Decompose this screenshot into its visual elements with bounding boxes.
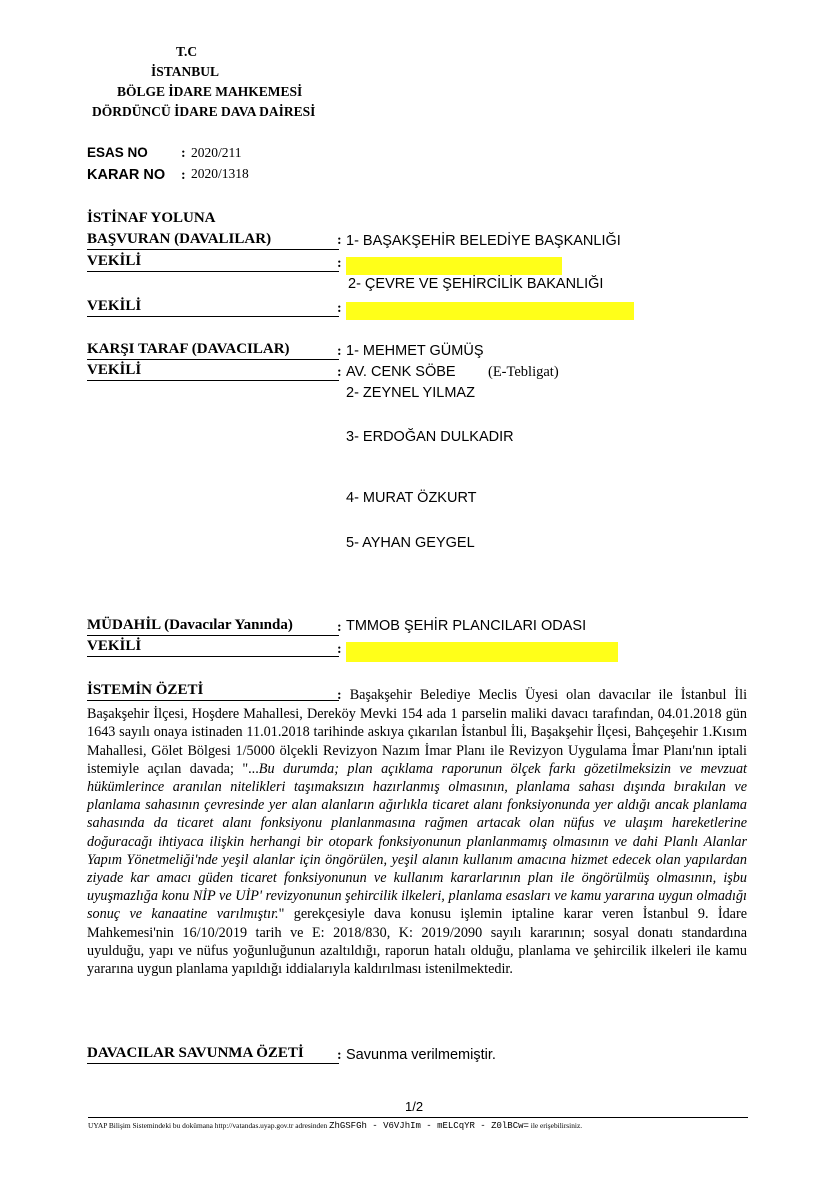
redaction-intervener-vekili [346, 642, 618, 662]
summary-text-conclusion: " gerekçesiyle dava konusu işlemin iptaline karar veren İstanbul 9. İdare Mahkemesi'nin 16/10/2019 tarih ve E: 2018/830, K: 2019/2090 sayılı kararının; sosyal donatı standardına uyulduğu, yapı ve nüfus yoğunluğunun azaltıldığı, raporun hatalı olduğu, planlama ve şehircilik ilkeleri ile kamu yararına uygun planlama yapıldığı iddialarıyla kaldırılması istenilmektedir. [87, 906, 747, 978]
esas-no-label: ESAS NO [87, 145, 148, 160]
respondent-party-5: 5- AYHAN GEYGEL [346, 535, 475, 551]
summary-text-intro: Başakşehir Belediye Meclis Üyesi olan davacılar ile İstanbul İli Başakşehir İlçesi, Hoşdere Mahallesi, Dereköy Mevki 154 ada 1 parselin maliki davacı tarafından, 04.01.2018 gün 1643 sayılı onaya istinaden 11.01.2018 tarihinde askıya çıkarılan İstanbul İli, Başakşehir İlçesi, Bahçeşehir 1.Kısım Mahallesi, Gölet Bölgesi 1/5000 ölçekli Revizyon Nazım İmar Planı ile Revizyon Uygulama İmar Planı'nın iptali istemiyle açılan davada; "... [87, 687, 748, 777]
respondent-vekil: AV. CENK SÖBE [346, 364, 456, 380]
redaction-appellant-vekili-1 [346, 257, 562, 275]
appellant-title: İSTİNAF YOLUNA [87, 210, 216, 226]
appellant-colon: : [337, 233, 342, 248]
appellant-vekili-1-colon: : [337, 256, 342, 271]
appellant-vekili-2-label: VEKİLİ [87, 298, 339, 317]
footer-divider [88, 1117, 748, 1118]
esas-no-value: 2020/211 [191, 145, 242, 160]
defense-colon: : [337, 1048, 342, 1063]
respondent-vekil-note: (E-Tebligat) [488, 364, 559, 380]
footer-verification-code: ZhGSFGh - V6VJhIm - mELCqYR - Z0lBCw= [329, 1121, 529, 1131]
respondent-party-4: 4- MURAT ÖZKURT [346, 490, 477, 506]
defense-label: DAVACILAR SAVUNMA ÖZETİ [87, 1045, 339, 1064]
respondent-vekili-colon: : [337, 365, 342, 380]
header-line-chamber: DÖRDÜNCÜ İDARE DAVA DAİRESİ [92, 104, 316, 119]
esas-no-colon: : [181, 146, 186, 161]
redaction-appellant-vekili-2 [346, 302, 634, 320]
respondent-party-2: 2- ZEYNEL YILMAZ [346, 385, 475, 401]
intervener-vekili-colon: : [337, 642, 342, 657]
karar-no-value: 2020/1318 [191, 166, 249, 181]
respondent-party-1: 1- MEHMET GÜMÜŞ [346, 343, 484, 359]
appellant-party-2: 2- ÇEVRE VE ŞEHİRCİLİK BAKANLIĞI [348, 276, 604, 292]
karar-no-label: KARAR NO [87, 167, 166, 183]
summary-paragraph [87, 686, 747, 978]
respondent-vekili-label: VEKİLİ [87, 362, 339, 381]
summary-label: İSTEMİN ÖZETİ [87, 682, 339, 701]
summary-text-quote: Bu durumda; plan açıklama raporunun ölçek farkı gözetilmeksizin ve mevzuat hükümlerince aranılan nitelikleri taşımaksızın hazırlanmış olmasının, planlama sahası dışında bırakılan ve planlama sahasının çevresinde yer alan alanların ağırlıkla ticaret alanı fonksiyonunda yer aldığı ancak planlama sahasında da ticaret alanı fonksiyonu planlanmasına rağmen artacak olan nüfus ve ulaşım hareketlerine doğuracağı ihtiyaca ilişkin herhangi bir otopark fonksiyonunun planlanmamış olmasının ve dahi Planlı Alanlar Yapım Yönetmeliği'nde yeşil alanlar için öngörülen, yeşil alanın kullanım amacına hizmet edecek olan yapılardan ziyade kar amacı güden ticaret fonksiyonunun ve kullanım kararlarının plan ile öngörülmüş olmasının, işbu uyuşmazlığa konu NİP ve UİP' revizyonunun şehircilik ilkeleri, planlama esasları ve kamu yararına uygun olmadığı sonuç ve kanaatine varılmıştır. [87, 760, 747, 923]
intervener-value: TMMOB ŞEHİR PLANCILARI ODASI [346, 618, 587, 634]
footer-uyap-note [88, 1121, 582, 1131]
defense-value: Savunma verilmemiştir. [346, 1047, 496, 1063]
appellant-vekili-2-colon: : [337, 301, 342, 316]
karar-no-colon: : [181, 168, 186, 183]
respondent-colon: : [337, 344, 342, 359]
appellant-vekili-1-label: VEKİLİ [87, 253, 339, 272]
footer-text-a: UYAP Bilişim Sistemindeki bu dokümana http://vatandas.uyap.gov.tr adresinden [88, 1121, 328, 1130]
page-number: 1/2 [405, 1099, 424, 1114]
intervener-vekili-label: VEKİLİ [87, 638, 339, 657]
appellant-label: BAŞVURAN (DAVALILAR) [87, 231, 339, 250]
respondent-label: KARŞI TARAF (DAVACILAR) [87, 341, 339, 360]
respondent-party-3: 3- ERDOĞAN DULKADIR [346, 429, 514, 445]
header-line-court: BÖLGE İDARE MAHKEMESİ [117, 84, 303, 99]
summary-colon: : [337, 688, 342, 703]
intervener-label: MÜDAHİL (Davacılar Yanında) [87, 617, 339, 636]
footer-text-b: ile erişebilirsiniz. [530, 1121, 583, 1130]
intervener-colon: : [337, 620, 342, 635]
header-line-istanbul: İSTANBUL [151, 64, 220, 79]
header-line-tc: T.C [176, 44, 198, 59]
appellant-party-1: 1- BAŞAKŞEHİR BELEDİYE BAŞKANLIĞI [346, 233, 621, 249]
